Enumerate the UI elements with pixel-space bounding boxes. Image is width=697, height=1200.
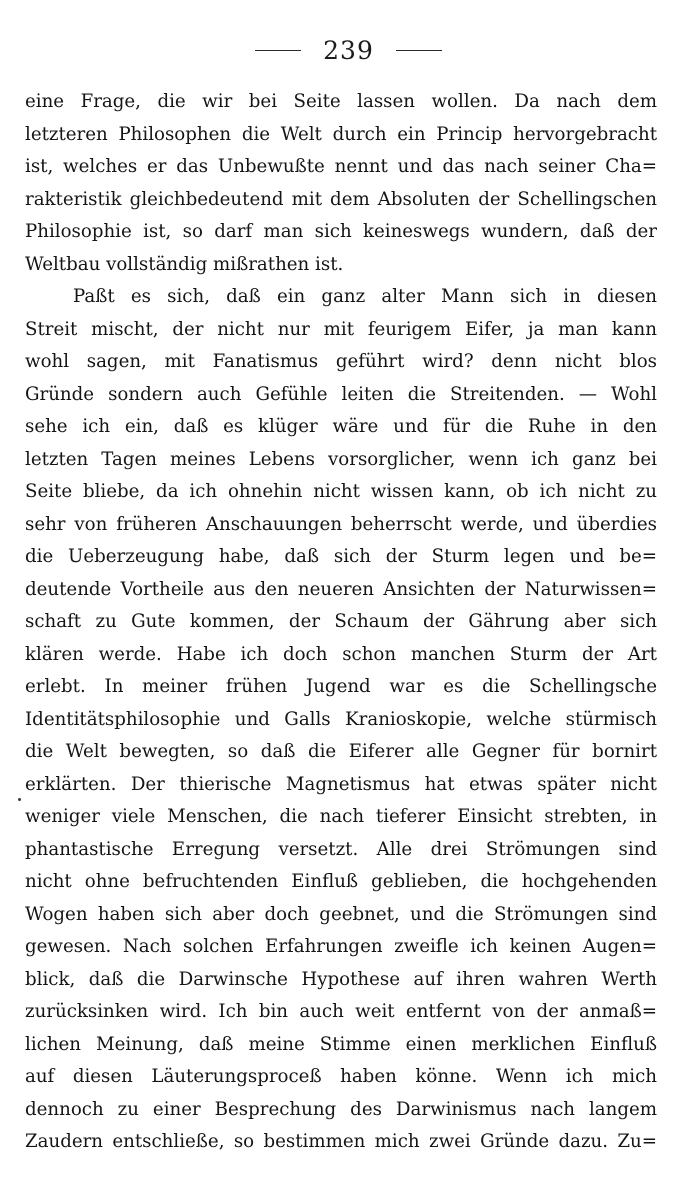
- text-line: gewesen. Nach solchen Erfahrungen zweifle ich keinen Augen=: [25, 936, 657, 957]
- text-line: eine Frage, die wir bei Seite lassen wollen. Da nach dem: [25, 91, 657, 112]
- text-line: die Welt bewegten, so daß die Eiferer alle Gegner für bornirt: [25, 741, 657, 762]
- text-line: erlebt. In meiner frühen Jugend war es die Schellingsche: [25, 676, 657, 697]
- text-line: Identitätsphilosophie und Galls Kranioskopie, welche stürmisch: [25, 708, 657, 730]
- text-line: rakteristik gleichbedeutend mit dem Absoluten der Schellingschen: [25, 188, 657, 210]
- text-line: deutende Vortheile aus den neueren Ansichten der Naturwissen=: [25, 578, 657, 600]
- paragraph-end-line: Weltbau vollständig mißrathen ist.: [25, 253, 344, 275]
- text-line: Streit mischt, der nicht nur mit feurigem Eifer, ja man kann: [25, 318, 657, 340]
- text-line: schaft zu Gute kommen, der Schaum der Gährung aber sich: [25, 611, 657, 632]
- text-line: zurücksinken wird. Ich bin auch weit entfernt von der anmaß=: [25, 1001, 657, 1022]
- paragraph-start-line: Paßt es sich, daß ein ganz alter Mann sich in diesen: [73, 286, 657, 307]
- left-rule: [255, 50, 301, 51]
- body-text: [25, 86, 657, 1159]
- text-line: phantastische Erregung versetzt. Alle drei Strömungen sind: [25, 838, 657, 860]
- text-line: weniger viele Menschen, die nach tieferer Einsicht strebten, in: [25, 806, 657, 827]
- text-line: Zaudern entschließe, so bestimmen mich zwei Gründe dazu. Zu=: [25, 1131, 657, 1152]
- text-line: erklärten. Der thierische Magnetismus hat etwas später nicht: [25, 773, 657, 795]
- text-line: wohl sagen, mit Fanatismus geführt wird? denn nicht blos: [25, 351, 657, 372]
- page-header: [0, 30, 697, 70]
- text-line: letzteren Philosophen die Welt durch ein Princip hervorgebracht: [25, 123, 657, 145]
- text-line: letzten Tagen meines Lebens vorsorglicher, wenn ich ganz bei: [25, 448, 657, 470]
- right-rule: [396, 50, 442, 51]
- text-line: Seite bliebe, da ich ohnehin nicht wissen kann, ob ich nicht zu: [25, 481, 657, 502]
- ink-speck: [18, 798, 21, 801]
- text-line: lichen Meinung, daß meine Stimme einen merklichen Einfluß: [25, 1033, 657, 1055]
- text-line: Gründe sondern auch Gefühle leiten die Streitenden. — Wohl: [25, 383, 657, 405]
- page-number: 239: [323, 35, 374, 65]
- text-line: blick, daß die Darwinsche Hypothese auf ihren wahren Werth: [25, 968, 657, 990]
- text-line: nicht ohne befruchtenden Einfluß geblieben, die hochgehenden: [25, 871, 657, 892]
- text-line: ist, welches er das Unbewußte nennt und das nach seiner Cha=: [25, 156, 657, 177]
- text-line: klären werde. Habe ich doch schon manchen Sturm der Art: [25, 643, 657, 665]
- text-line: sehe ich ein, daß es klüger wäre und für die Ruhe in den: [25, 416, 657, 437]
- text-line: die Ueberzeugung habe, daß sich der Sturm legen und be=: [25, 546, 657, 567]
- text-line: dennoch zu einer Besprechung des Darwinismus nach langem: [25, 1098, 657, 1120]
- text-line: Wogen haben sich aber doch geebnet, und die Strömungen sind: [25, 903, 657, 925]
- text-line: sehr von früheren Anschauungen beherrscht werde, und überdies: [25, 513, 657, 535]
- text-line: auf diesen Läuterungsproceß haben könne. Wenn ich mich: [25, 1066, 657, 1087]
- text-line: Philosophie ist, so darf man sich keineswegs wundern, daß der: [25, 221, 657, 242]
